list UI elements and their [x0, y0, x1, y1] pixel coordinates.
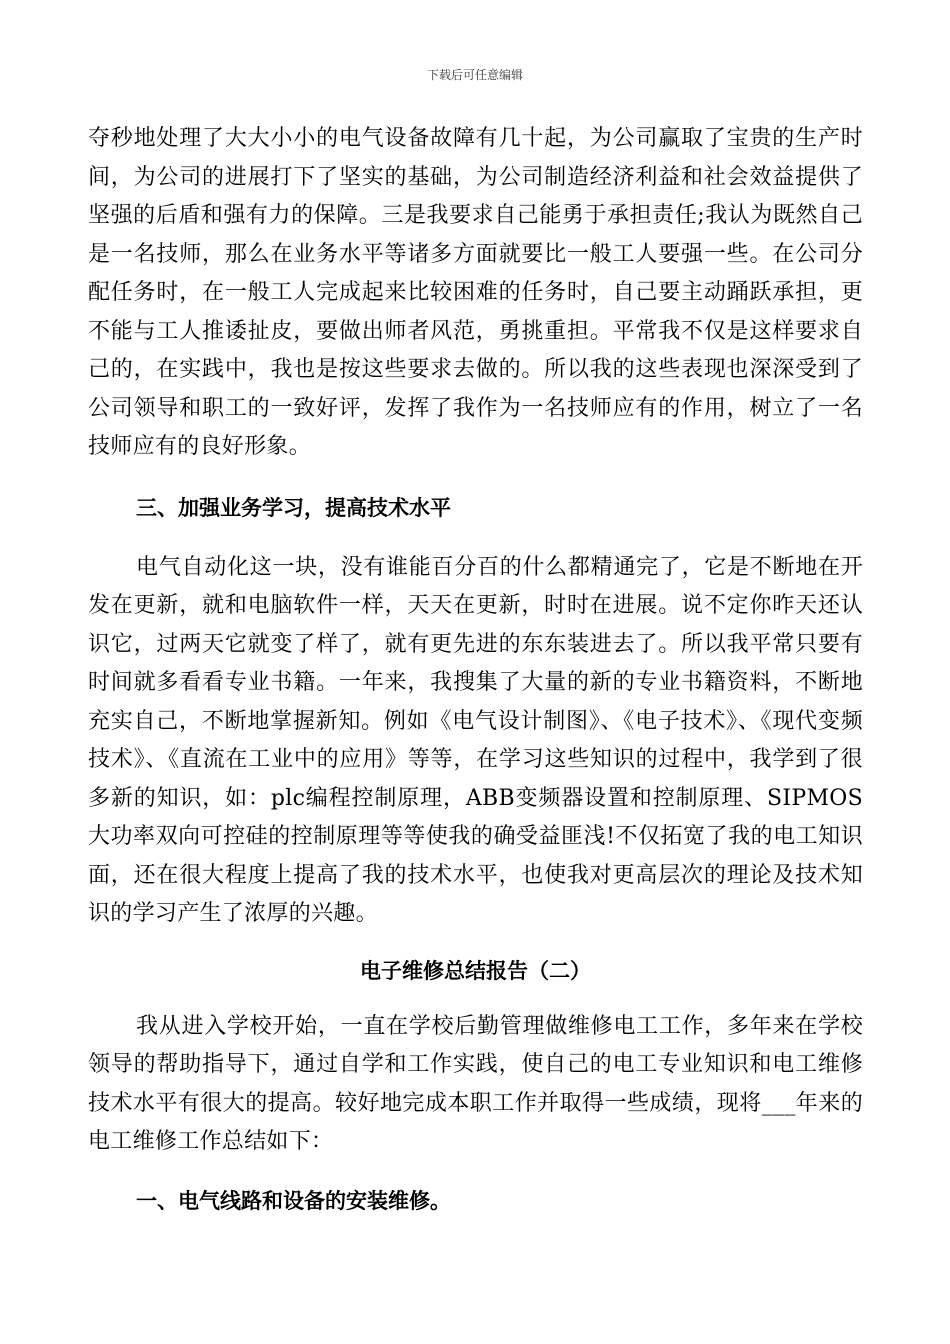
page-header: 下载后可任意编辑: [426, 68, 523, 82]
paragraph-continued: 夺秒地处理了大大小小的电气设备故障有几十起，为公司赢取了宝贵的生产时间，为公司的进展打下了坚实的基础，为公司制造经济利益和社会效益提供了坚强的后盾和强有力的保障。三是我要求自己能勇于承担责任;我认为既然自己是一名技师，那么在业务水平等诸多方面就要比一般工人要强一些。在公司分配任务时，在一般工人完成起来比较困难的任务时，自己要主动踊跃承担，更不能与工人推诿扯皮，要做出师者风范，勇挑重担。平常我不仅是这样要求自己的，在实践中，我也是按这些要求去做的。所以我的这些表现也深深受到了公司领导和职工的一致好评，发挥了我作为一名技师应有的作用，树立了一名技师应有的良好形象。: [88, 126, 863, 459]
paragraph-intro: 我从进入学校开始，一直在学校后勤管理做维修电工工作，多年来在学校领导的帮助指导下，通过自学和工作实践，使自己的电工专业知识和电工维修技术水平有很大的提高。较好地完成本职工作并取得一些成绩，现将___年来的电工维修工作总结如下：: [88, 1013, 863, 1154]
paragraph-study: 电气自动化这一块，没有谁能百分百的什么都精通完了，它是不断地在开发在更新，就和电脑软件一样，天天在更新，时时在进展。说不定你昨天还认识它，过两天它就变了样了，就有更先进的东东装进去了。所以我平常只要有时间就多看看专业书籍。一年来，我搜集了大量的新的专业书籍资料，不断地充实自己，不断地掌握新知。例如《电气设计制图》、《电子技术》、《现代变频技术》、《直流在工业中的应用》等等，在学习这些知识的过程中，我学到了很多新的知识，如：plc编程控制原理，ABB变频器设置和控制原理、SIPMOS大功率双向可控硅的控制原理等等使我的确受益匪浅!不仅拓宽了我的电工知识面，还在很大程度上提高了我的技术水平，也使我对更高层次的理论及技术知识的学习产生了浓厚的兴趣。: [88, 554, 863, 926]
section-heading-one: 一、电气线路和设备的安装维修。: [136, 1188, 451, 1213]
document-body: [88, 120, 863, 1220]
report-title: 电子维修总结报告（二）: [360, 958, 591, 983]
section-heading-three: 三、加强业务学习，提高技术水平: [136, 495, 451, 520]
